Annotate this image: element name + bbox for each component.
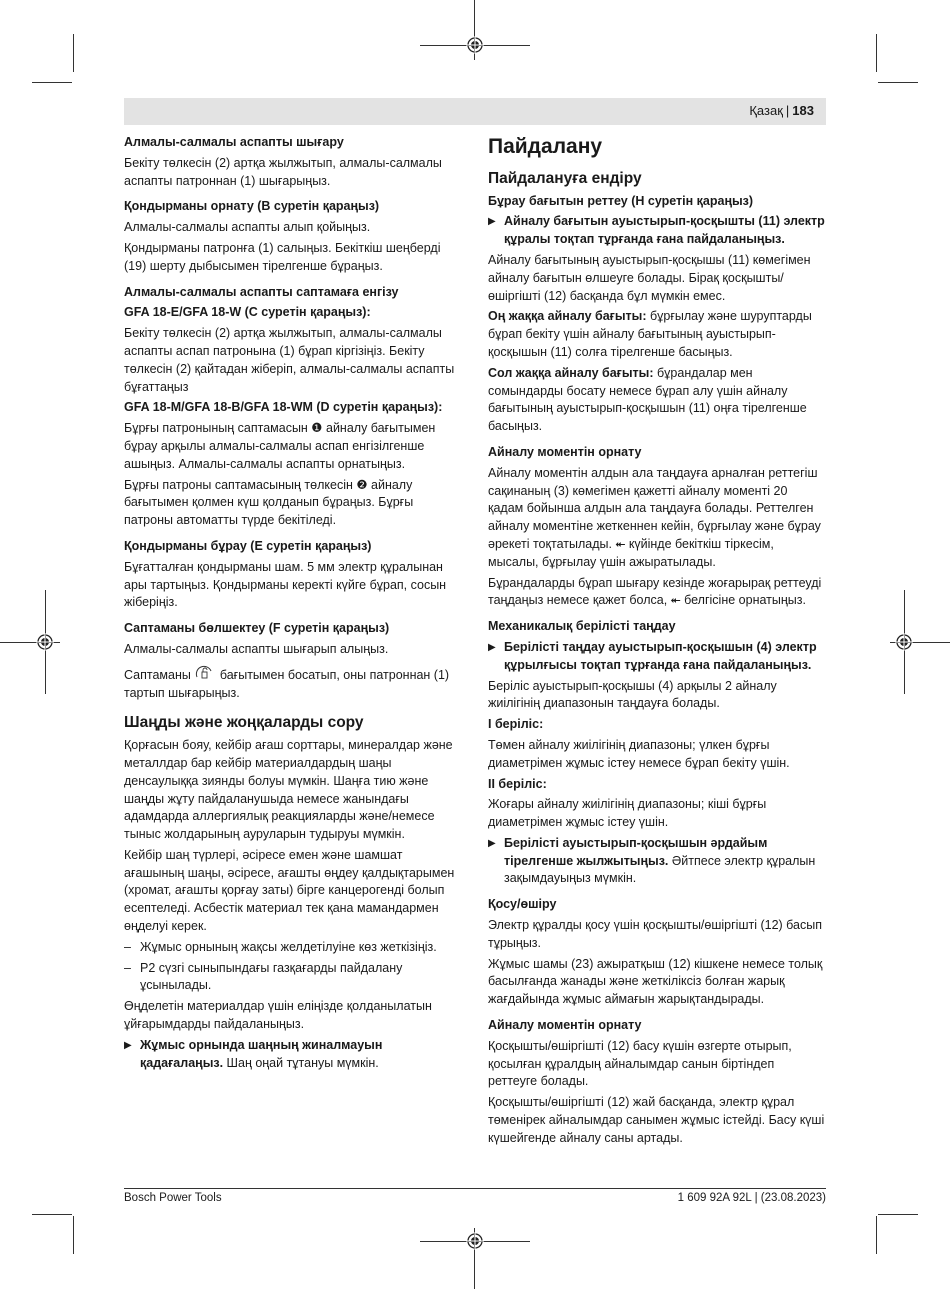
paragraph: Жоғары айналу жиілігінің диапазоны; кіші бұрғы диаметрімен жұмыс істеу үшін. <box>488 797 767 830</box>
paragraph-text: бұрандалар мен сомындарды босату немесе бұрап алу үшін айналу бағытының ауыстырып-қосқышын (11) оңға тірелгенше басыңыз. <box>488 365 807 434</box>
paragraph: Бекіту төлкесін (2) артқа жылжытып, алмалы-салмалы аспапты патроннан (1) шығарыңыз. <box>124 155 442 188</box>
warning-bold: Берілісті таңдау ауыстырып-қосқышын (4) электр құрылғысы тоқтап тұрғанда ғана пайдаланыңыз. <box>504 639 817 672</box>
paragraph <box>488 308 826 361</box>
crop-mark <box>878 82 918 83</box>
paragraph-end: бағытымен босатып, оны патроннан (1) тартып шығарыңыз. <box>124 667 450 700</box>
warning-item <box>124 1037 462 1073</box>
crop-mark <box>876 1216 877 1254</box>
crop-mark <box>878 1214 918 1215</box>
paragraph: Қосқышты/өшіргішті (12) басу күшін өзгерте отырып, қосылған құралдың айналымдар санын біртіндеп реттеуге болады. <box>488 1038 792 1089</box>
paragraph <box>488 365 826 436</box>
left-column <box>124 134 462 1075</box>
paragraph: Өңделетін материалдар үшін еліңізде қолданылатын ұйғарымдарды пайдаланыңыз. <box>124 999 432 1032</box>
list-item: – Жұмыс орнының жақсы желдетілуіне көз жеткізіңіз. <box>124 939 462 957</box>
warning-item <box>488 639 826 675</box>
footer-code: 1 609 92A 92L | (23.08.2023) <box>677 1192 826 1204</box>
paragraph-bold: Оң жаққа айналу бағыты: <box>488 309 647 324</box>
crop-mark <box>32 82 72 83</box>
paragraph: Бұрғы патронының саптамасын ❶ айналу бағытымен бұрау арқылы алмалы-салмалы аспап енгізілгенше ашыңыз. Алмалы-салмалы аспапты орнатыңыз. <box>124 421 436 471</box>
registration-mark-icon <box>466 1232 484 1250</box>
section-title: Саптаманы бөлшектеу (F суретін қараңыз) <box>124 621 390 636</box>
paragraph: Бұрандаларды бұрап шығару кезінде жоғарырақ реттеуді таңдаңыз немесе қажет болса, ⯬ белгісіне орнатыңыз. <box>488 575 822 608</box>
paragraph-bold: Сол жаққа айналу бағыты: <box>488 365 654 380</box>
crop-mark <box>73 1216 74 1254</box>
warning-item <box>488 213 826 249</box>
warning-bold: Берілісті ауыстырып-қосқышын әрдайым тірелгенше жылжытыңыз. <box>504 835 768 868</box>
paragraph: Бекіту төлкесін (2) артқа жылжытып, алмалы-салмалы аспапты аспап патронына (1) бұрап кіргізіңіз. Бекіту төлкесін (2) қайтадан жіберіп, алмалы-салмалы аспапты бұғаттаңыз <box>124 326 455 394</box>
paragraph-text: бұрғылау және шуруптарды бұрап бекіту үшін айналу бағытының ауыстырып-қосқышын (11) солға тірелгенше басыңыз. <box>488 309 812 359</box>
subsection-title: GFA 18-E/GFA 18-W (C суретін қараңыз): <box>124 305 371 320</box>
section-title: Алмалы-салмалы аспапты шығару <box>124 135 344 149</box>
paragraph: Қорғасын бояу, кейбір ағаш сорттары, минералдар және металлдар бар кейбір материалдардың шаңы денсаулыққа зиянды болуы мүмкін. Шаңға тию және шаңды жұту пайдаланушыда немесе жанындағы адамдарда аллергиялық реакцияларды және/немесе тыныс жолдарының ауруларын тудыруы мүмкін. <box>124 738 453 842</box>
section-title: Алмалы-салмалы аспапты саптамаға енгізу <box>124 284 399 299</box>
section-title: Механикалық берілісті таңдау <box>488 619 676 634</box>
paragraph <box>124 665 462 703</box>
section-title: Айналу моментін орнату <box>488 1018 642 1033</box>
crop-mark <box>73 34 74 72</box>
warning-text: Әйтпесе электр құралын зақымдауыңыз мүмкін. <box>504 853 816 886</box>
section-heading: Пайдалануға ендіру <box>488 169 642 187</box>
section-title: Қосу/өшіру <box>488 897 557 912</box>
gear-label: II беріліс: <box>488 776 547 791</box>
footer-brand: Bosch Power Tools <box>124 1192 222 1204</box>
paragraph: Қондырманы патронға (1) салыңыз. Бекіткіш шеңберді (19) шерту дыбысымен тірелгенше бұраңыз. <box>124 240 441 273</box>
right-column <box>488 134 826 1151</box>
section-title: Қондырманы бұрау (E суретін қараңыз) <box>124 538 372 553</box>
paragraph-start: Саптаманы <box>124 667 191 682</box>
paragraph: Айналу моментін алдын ала таңдауға арналған реттегіш сақинаның (3) көмегімен қажетті айналу моменті 20 қадам бойынша алдын ала таңдауға болады. Реттелген айналу моментіне жеткеннен кейін, бұрғылау және бұрау әрекеті тоқтатылады. ⯬ күйінде бекіткіш тіркесім, мысалы, бұрғылау үшін ажыратылады. <box>488 465 821 569</box>
warning-item <box>488 835 826 888</box>
warning-bold: Жұмыс орнында шаңның жиналмауын қадағалаңыз. <box>140 1037 383 1070</box>
registration-mark-icon <box>895 633 913 651</box>
header-text: Қазақ | 183 <box>749 103 814 118</box>
warning-text: Шаң оңай тұтануы мүмкін. <box>223 1055 379 1070</box>
list-item: – P2 сүзгі сыныпындағы газқағарды пайдалану ұсынылады. <box>124 960 462 996</box>
section-title: Айналу моментін орнату <box>488 444 642 459</box>
paragraph: Бұғатталған қондырманы шам. 5 мм электр құралынан ары тартыңыз. Қондырманы керекті күйге бұрап, сосын жіберіңіз. <box>124 559 447 610</box>
unlock-rotate-icon <box>194 665 216 681</box>
paragraph: Төмен айналу жиілігінің диапазоны; үлкен бұрғы диаметрімен жұмыс істеу немесе бұрап бекіту үшін. <box>488 737 790 770</box>
paragraph: Бұрғы патроны саптамасының төлкесін ❷ айналу бағытымен қолмен күш қолданып бұраңыз. Бұрғы патроны автоматты түрде бекітіледі. <box>124 477 414 528</box>
paragraph: Алмалы-салмалы аспапты шығарып алыңыз. <box>124 641 389 656</box>
paragraph: Қосқышты/өшіргішті (12) жай басқанда, электр құрал төменірек айналымдар санымен жұмыс істейді. Басу күші күшейгенде айналу саны артады. <box>488 1095 825 1145</box>
page-header <box>124 98 826 125</box>
chapter-heading: Пайдалану <box>488 135 603 158</box>
paragraph: Кейбір шаң түрлері, әсіресе емен және шамшат ағашының шаңы, әсіресе, ағашты өңдеу қалдықтарымен (хромат, ағашты қорғау заты) бірге канцерогенді болып есептеледі. Асбестік материал тек қана мамандармен өңделуі керек. <box>124 847 455 934</box>
paragraph: Жұмыс шамы (23) ажыратқыш (12) кішкене немесе толық басылғанда жанады және жеткіліксіз болған жарық жағдайында жұмыс аймағын жарықтандырады. <box>488 956 823 1007</box>
registration-mark-icon <box>36 633 54 651</box>
paragraph: Алмалы-салмалы аспапты алып қойыңыз. <box>124 220 371 235</box>
section-title: Қондырманы орнату (B суретін қараңыз) <box>124 199 380 214</box>
gear-label: I беріліс: <box>488 717 544 732</box>
warning-bold: Айналу бағытын ауыстырып-қосқышты (11) электр құралы тоқтап тұрғанда ғана пайдаланыңыз. <box>504 214 825 247</box>
paragraph: Айналу бағытының ауыстырып-қосқышы (11) көмегімен айналу бағытын өлшеуге болады. Бірақ қосқышты/ өшіргішті (12) басқанда бұл мүмкін емес. <box>488 252 811 303</box>
section-heading: Шаңды және жоңқаларды сору <box>124 714 364 732</box>
header-language: Қазақ <box>749 103 783 118</box>
section-title: Бұрау бағытын реттеу (H суретін қараңыз) <box>488 193 754 208</box>
paragraph: Беріліс ауыстырып-қосқышы (4) арқылы 2 айналу жиілігінің диапазонын таңдауға болады. <box>488 678 777 711</box>
registration-mark-icon <box>466 36 484 54</box>
paragraph: Электр құралды қосу үшін қосқышты/өшіргішті (12) басып тұрыңыз. <box>488 918 822 950</box>
footer-rule <box>124 1188 826 1189</box>
page-number: 183 <box>792 103 814 118</box>
crop-mark <box>32 1214 72 1215</box>
crop-mark <box>876 34 877 72</box>
subsection-title: GFA 18-M/GFA 18-B/GFA 18-WM (D суретін қараңыз): <box>124 400 443 415</box>
